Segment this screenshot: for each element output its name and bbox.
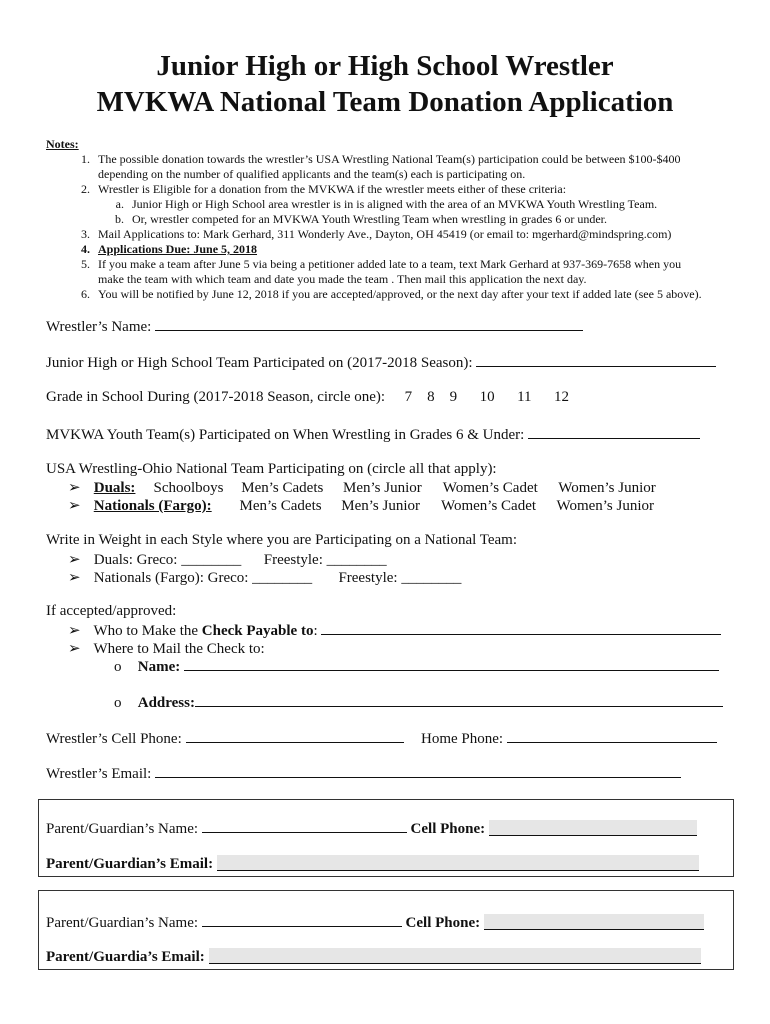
note-1-cont: depending on the number of qualified applicants and the team(s) each is participating on. [98,167,526,181]
parent-guardian-box-1 [38,799,734,877]
note-2b: b. Or, wrestler competed for an MVKWA Youth Wrestling Team when wrestling in grades 6 or under. [115,212,607,226]
weight-duals-greco-field[interactable]: Duals: Greco: ________ [93,552,242,568]
notes-section [46,137,746,302]
wrestler-name-label: Wrestler’s Name: [46,319,152,335]
youth-team-label: MVKWA Youth Team(s) Participated on When Wrestling in Grades 6 & Under: [46,427,525,443]
note-1: 1. The possible donation towards the wrestler’s USA Wrestling National Team(s) participation could be between $100-$400 [81,152,681,166]
grade-option-9[interactable]: 9 [449,389,458,405]
team-label: Junior High or High School Team Participated on (2017-2018 Season): [46,355,473,371]
weight-duals-freestyle-field[interactable]: Freestyle: ________ [263,552,387,568]
mail-name-label: Name: [137,659,181,675]
mail-address-row [114,693,723,712]
pg1-email-row [46,855,699,873]
pg2-email-field[interactable] [209,948,701,964]
pg2-name-label: Parent/Guardian’s Name: [46,915,199,931]
home-phone-field[interactable] [507,729,717,743]
usa-label: USA Wrestling-Ohio National Team Participating on (circle all that apply): [46,461,497,477]
circle-bullet-icon: o [114,659,122,675]
payable-label: Check Payable to [201,623,314,639]
note-3: 3. Mail Applications to: Mark Gerhard, 311 Wonderly Ave., Dayton, OH 45419 (or email to: mgerhard@mindspring.com) [81,227,672,241]
grade-option-11[interactable]: 11 [517,389,532,405]
pg1-cell-label: Cell Phone: [410,821,486,837]
duals-womens-junior[interactable]: Women’s Junior [558,480,656,496]
phone-row [46,729,717,748]
pg1-cell-field[interactable] [489,820,697,836]
weight-label: Write in Weight in each Style where you are Participating on a National Team: [46,532,518,548]
pg1-email-field[interactable] [217,855,699,871]
notes-header: Notes: [46,137,79,151]
pg2-email-label: Parent/Guardia’s Email: [46,949,205,965]
nationals-mens-cadets[interactable]: Men’s Cadets [239,498,322,514]
arrow-bullet-icon: ➢ [68,641,81,657]
duals-schoolboys[interactable]: Schoolboys [153,480,224,496]
duals-mens-junior[interactable]: Men’s Junior [343,480,422,496]
grade-label: Grade in School During (2017-2018 Season, circle one): [46,389,386,405]
grade-row [46,389,569,406]
grade-option-7[interactable]: 7 [404,389,413,405]
mail-name-row [114,657,719,676]
wrestler-email-field[interactable] [155,764,681,778]
duals-mens-cadets[interactable]: Men’s Cadets [241,480,324,496]
wrestler-name-row [46,317,583,336]
team-field[interactable] [476,353,716,367]
nationals-mens-junior[interactable]: Men’s Junior [341,498,420,514]
mail-name-field[interactable] [184,657,719,671]
title-line-1: Junior High or High School Wrestler [156,50,614,82]
pg2-name-row [46,913,704,932]
email-row [46,764,681,783]
pg1-email-label: Parent/Guardian’s Email: [46,856,214,872]
pg2-email-row [46,948,701,966]
pg2-cell-label: Cell Phone: [405,915,481,931]
note-5-cont: make the team with which team and date you made the team . Then mail this application the next day. [98,272,587,286]
pg1-name-label: Parent/Guardian’s Name: [46,821,199,837]
payable-row: ➢ Who to Make the Check Payable to: [68,621,721,640]
note-5: 5. If you make a team after June 5 via being a petitioner added late to a team, text Mark Gerhard at 937-369-7658 when you [81,257,682,271]
nationals-row [68,496,654,515]
note-2a: a. Junior High or High School area wrestler is in is aligned with the area of an MVKWA Youth Wrestling Team. [115,197,658,211]
cell-phone-field[interactable] [186,729,404,743]
wrestler-name-field[interactable] [155,317,583,331]
grade-option-10[interactable]: 10 [479,389,495,405]
mail-row [68,639,265,658]
title-line-2: MVKWA National Team Donation Application [96,86,674,118]
note-2: 2. Wrestler is Eligible for a donation from the MVKWA if the wrestler meets either of these criteria: [81,182,567,196]
arrow-bullet-icon: ➢ [68,498,81,514]
weight-duals-row [68,550,387,569]
arrow-bullet-icon: ➢ [68,623,81,639]
team-row [46,353,716,372]
nationals-womens-cadet[interactable]: Women’s Cadet [441,498,537,514]
duals-womens-cadet[interactable]: Women’s Cadet [442,480,538,496]
arrow-bullet-icon: ➢ [68,480,81,496]
accepted-label: If accepted/approved: [46,603,177,619]
pg2-name-field[interactable] [202,913,402,927]
circle-bullet-icon: o [114,695,122,711]
grade-option-8[interactable]: 8 [427,389,435,405]
weight-nationals-greco-field[interactable]: Nationals (Fargo): Greco: ________ [93,570,313,586]
grade-option-12[interactable]: 12 [554,389,570,405]
parent-guardian-box-2 [38,890,734,970]
note-6: 6. You will be notified by June 12, 2018 if you are accepted/approved, or the next day after your text if added late (see 5 above). [81,287,702,301]
cell-phone-label: Wrestler’s Cell Phone: [46,731,182,747]
arrow-bullet-icon: ➢ [68,552,81,568]
payable-field[interactable] [321,621,721,635]
duals-label: Duals: [93,480,136,496]
duals-row [68,478,656,497]
pg2-cell-field[interactable] [484,914,704,930]
mail-address-label: Address: [137,695,195,711]
youth-team-row [46,425,700,444]
weight-nationals-freestyle-field[interactable]: Freestyle: ________ [338,570,462,586]
nationals-label: Nationals (Fargo): [93,498,212,514]
weight-nationals-row [68,568,461,587]
nationals-womens-junior[interactable]: Women’s Junior [556,498,655,514]
pg1-name-field[interactable] [202,819,407,833]
arrow-bullet-icon: ➢ [68,570,81,586]
mail-address-field[interactable] [195,693,723,707]
mail-label: Where to Mail the Check to: [93,641,265,657]
pg1-name-row [46,819,697,838]
home-phone-label: Home Phone: [421,731,504,747]
note-4: 4. Applications Due: June 5, 2018 [81,242,258,256]
wrestler-email-label: Wrestler’s Email: [46,766,152,782]
youth-team-field[interactable] [528,425,700,439]
